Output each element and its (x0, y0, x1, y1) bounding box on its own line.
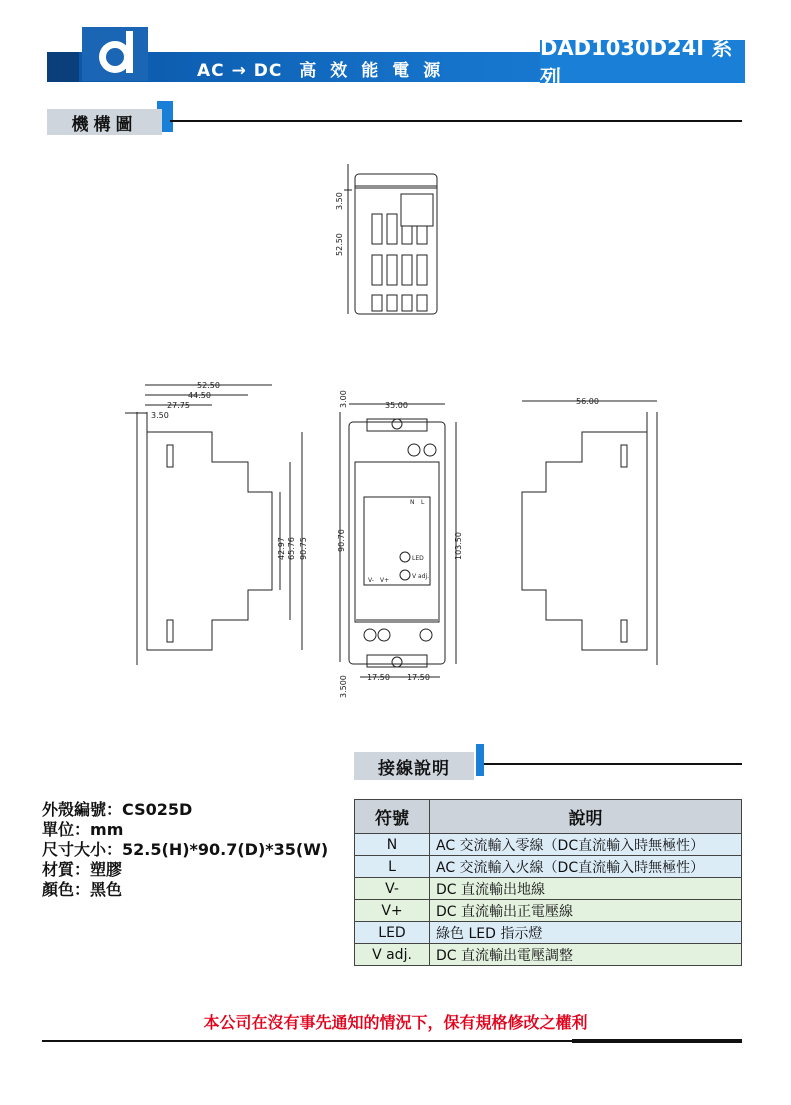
company-logo (82, 27, 148, 81)
top-view (344, 164, 437, 314)
dim-top-3-50: 3.50 (335, 192, 344, 210)
dim-front-17-50-a: 17.50 (367, 673, 390, 682)
table-header-symbol: 符號 (355, 800, 430, 834)
row-desc: DC 直流輸出正電壓線 (430, 900, 742, 922)
spec-case-number: 外殼編號：CS025D (42, 800, 193, 819)
logo-d-icon (82, 27, 148, 81)
dim-front-17-50-b: 17.50 (407, 673, 430, 682)
wiring-table (354, 799, 742, 966)
left-side-view (125, 385, 302, 665)
front-label-l: L (421, 499, 425, 506)
table-row (355, 878, 742, 900)
footer-bar (572, 1039, 742, 1043)
dim-front-3-500: 3.500 (339, 675, 348, 698)
dim-front-90-70: 90.70 (337, 529, 346, 552)
spec-size: 尺寸大小：52.5(H)*90.7(D)*35(W) (42, 840, 329, 859)
row-symbol: L (355, 856, 430, 878)
row-desc: DC 直流輸出地線 (430, 878, 742, 900)
table-row (355, 900, 742, 922)
header-title-cn: 高效能電源 (299, 61, 455, 81)
header-title (197, 56, 454, 81)
front-view (340, 404, 456, 677)
row-symbol: V- (355, 878, 430, 900)
dim-left-27-75: 27.75 (167, 401, 190, 410)
row-symbol: V adj. (355, 944, 430, 966)
dim-front-35-00: 35.00 (385, 401, 408, 410)
row-desc: AC 交流輸入零線（DC直流輸入時無極性） (430, 834, 742, 856)
section-accent-wiring (476, 744, 484, 776)
front-label-vadj: V adj. (412, 573, 430, 580)
row-symbol: V+ (355, 900, 430, 922)
right-side-view (522, 401, 657, 665)
header-title-ac: AC (197, 61, 225, 81)
mechanical-drawing (0, 150, 791, 710)
dim-left-65-76: 65.76 (287, 537, 296, 560)
row-symbol: N (355, 834, 430, 856)
header-title-dc: DC (253, 61, 283, 81)
notice-text: 本公司在沒有事先通知的情況下，保有規格修改之權利 (203, 1013, 588, 1032)
spec-unit: 單位：mm (42, 820, 124, 839)
dim-left-44-50: 44.50 (188, 391, 211, 400)
dim-top-52-50: 52.50 (335, 233, 344, 256)
table-row (355, 834, 742, 856)
row-desc: 綠色 LED 指示燈 (430, 922, 742, 944)
section-label-wiring: 接線說明 (354, 752, 474, 780)
dim-right-56-00: 56.00 (576, 397, 599, 406)
section-rule-wiring (484, 763, 742, 765)
front-label-vplus: V+ (380, 577, 390, 584)
table-row (355, 856, 742, 878)
row-desc: AC 交流輸入火線（DC直流輸入時無極性） (430, 856, 742, 878)
arrow-icon: → (231, 61, 247, 81)
front-label-vminus: V- (368, 577, 374, 584)
dim-left-42-97: 42.97 (277, 537, 286, 560)
logo-dark-block (47, 52, 79, 82)
table-row (355, 944, 742, 966)
row-desc: DC 直流輸出電壓調整 (430, 944, 742, 966)
table-header-desc: 說明 (430, 800, 742, 834)
dim-left-3-50: 3.50 (151, 411, 169, 420)
dim-front-3-00: 3.00 (339, 390, 348, 408)
table-row (355, 922, 742, 944)
spec-color: 顏色：黑色 (42, 880, 123, 899)
front-label-led: LED (412, 555, 424, 562)
section-rule (170, 120, 742, 122)
dim-left-90-75: 90.75 (299, 537, 308, 560)
front-label-n: N (410, 499, 415, 506)
dim-left-52-50: 52.50 (197, 381, 220, 390)
spec-material: 材質：塑膠 (42, 860, 123, 879)
table-header-row (355, 800, 742, 834)
dim-front-103-50: 103.50 (454, 532, 463, 560)
row-symbol: LED (355, 922, 430, 944)
section-label-mechanical: 機構圖 (47, 109, 162, 135)
series-title: DAD1030D24I 系列 (540, 40, 745, 83)
